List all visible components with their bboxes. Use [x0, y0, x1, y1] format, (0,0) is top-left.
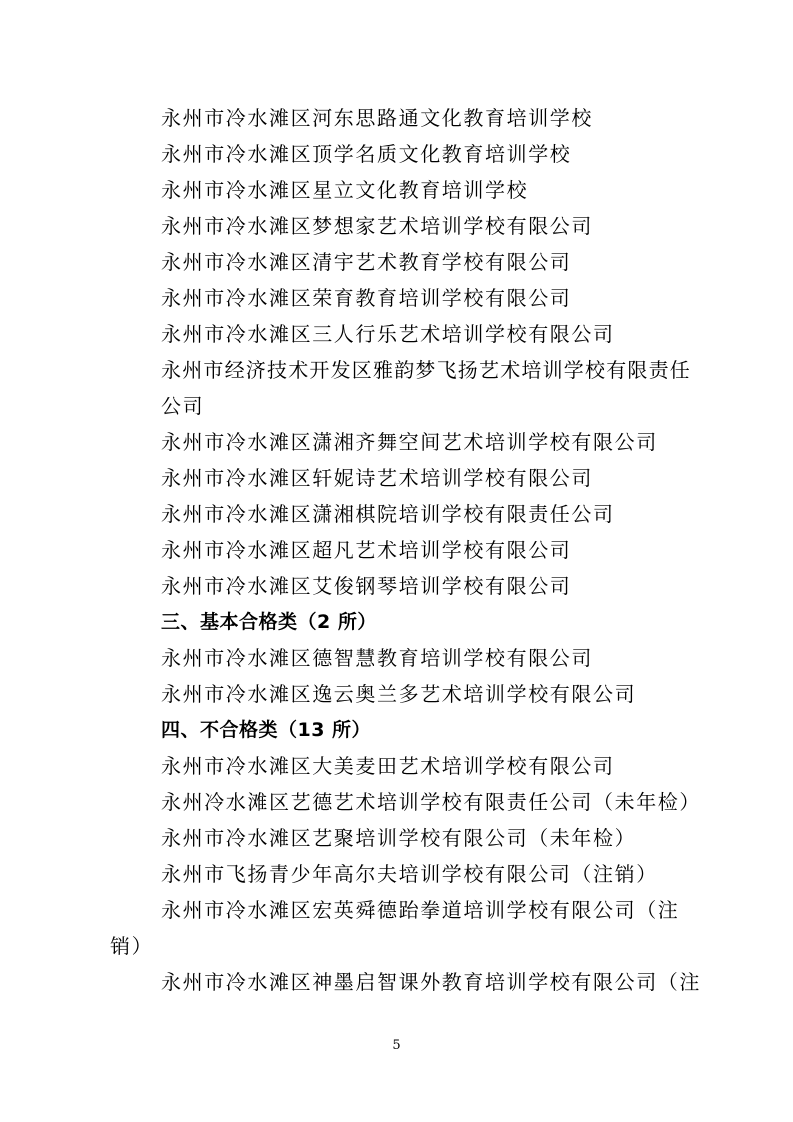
list-item: 永州市冷水滩区大美麦田艺术培训学校有限公司 — [161, 754, 615, 778]
list-item: 永州市冷水滩区潇湘齐舞空间艺术培训学校有限公司 — [161, 430, 658, 454]
list-item: 永州市冷水滩区艺聚培训学校有限公司（未年检） — [161, 826, 637, 850]
list-item: 永州市冷水滩区顶学名质文化教育培训学校 — [161, 142, 572, 166]
list-item: 永州市冷水滩区荣育教育培训学校有限公司 — [161, 286, 572, 310]
list-item: 永州市冷水滩区艾俊钢琴培训学校有限公司 — [161, 574, 572, 598]
list-item: 永州市冷水滩区潇湘棋院培训学校有限责任公司 — [161, 502, 615, 526]
section-heading-unqualified: 四、不合格类（13 所） — [161, 719, 372, 741]
list-item: 永州冷水滩区艺德艺术培训学校有限责任公司（未年检） — [161, 790, 701, 814]
list-item: 永州市冷水滩区宏英舜德跆拳道培训学校有限公司（注 — [161, 898, 680, 922]
page-number: 5 — [392, 1038, 401, 1053]
list-item: 永州市冷水滩区梦想家艺术培训学校有限公司 — [161, 214, 593, 238]
list-item: 永州市飞扬青少年高尔夫培训学校有限公司（注销） — [161, 862, 658, 886]
list-item: 永州市冷水滩区清宇艺术教育学校有限公司 — [161, 250, 572, 274]
list-item: 永州市冷水滩区超凡艺术培训学校有限公司 — [161, 538, 572, 562]
list-item: 永州市冷水滩区河东思路通文化教育培训学校 — [161, 106, 593, 130]
list-item-continuation: 销） — [110, 934, 154, 958]
list-item: 永州市冷水滩区逸云奥兰多艺术培训学校有限公司 — [161, 682, 637, 706]
list-item: 永州市经济技术开发区雅韵梦飞扬艺术培训学校有限责任 — [161, 358, 691, 382]
list-item-continuation: 公司 — [161, 394, 205, 418]
list-item: 永州市冷水滩区星立文化教育培训学校 — [161, 178, 529, 202]
list-item: 永州市冷水滩区轩妮诗艺术培训学校有限公司 — [161, 466, 593, 490]
section-heading-basic-qualified: 三、基本合格类（2 所） — [161, 611, 377, 633]
list-item: 永州市冷水滩区德智慧教育培训学校有限公司 — [161, 646, 593, 670]
list-item: 永州市冷水滩区三人行乐艺术培训学校有限公司 — [161, 322, 615, 346]
list-item: 永州市冷水滩区神墨启智课外教育培训学校有限公司（注 — [161, 970, 701, 994]
